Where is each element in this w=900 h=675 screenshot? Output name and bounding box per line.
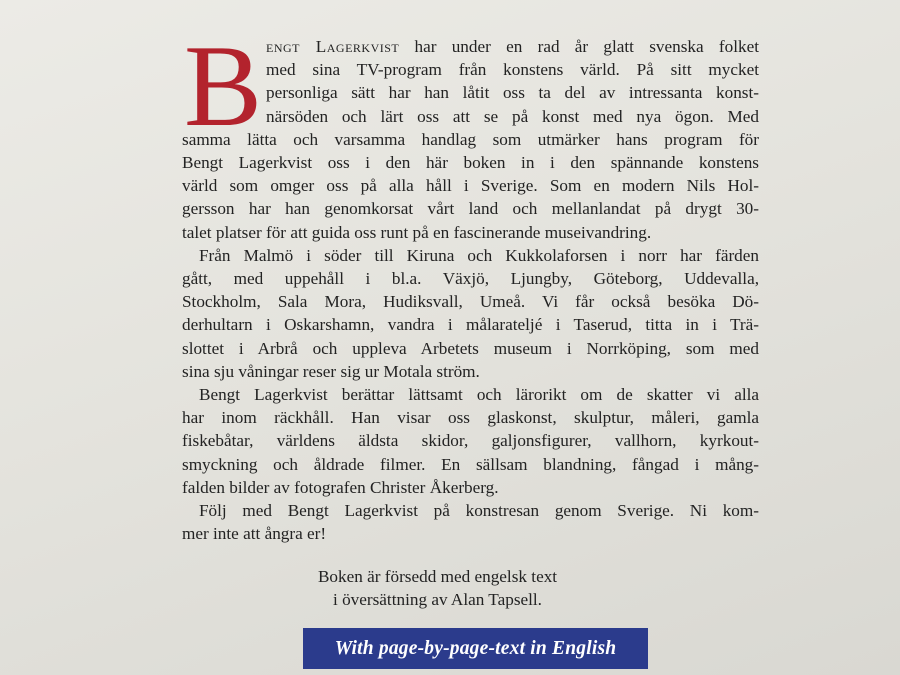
blurb-line-19: smyckning och åldrade filmer. En sällsam blandning, fångad i mång- (182, 454, 759, 474)
blurb-line-3: personliga sätt har han låtit oss ta del av intressanta konst- (266, 83, 759, 103)
blurb-line-11: gått, med uppehåll i bl.a. Växjö, Ljungby, Göteborg, Uddevalla, (182, 269, 759, 289)
blurb-line-18: fiskebåtar, världens äldsta skidor, galjonsfigurer, vallhorn, kyrkout- (182, 431, 759, 451)
blurb-text (182, 22, 759, 545)
blurb-line-14: slottet i Arbrå och uppleva Arbetets museum i Norrköping, som med (182, 338, 759, 358)
blurb-line-4: närsöden och lärt oss att se på konst med nya ögon. Med (266, 106, 759, 126)
blurb-line-2: med sina TV-program från konstens värld. På sitt mycket (266, 60, 759, 80)
blurb-line-7: värld som omger oss på alla håll i Sverige. Som en modern Nils Hol- (182, 176, 759, 196)
blurb-line-15: sina sju våningar reser sig ur Motala ström. (182, 361, 480, 381)
author-name-smallcaps: engt Lagerkvist (266, 37, 400, 56)
drop-cap-letter: B (184, 22, 263, 151)
blurb-line-12: Stockholm, Sala Mora, Hudiksvall, Umeå. Vi får också besöka Dö- (182, 292, 759, 312)
blurb-line-17: har inom räckhåll. Han visar oss glaskonst, skulptur, måleri, gamla (182, 408, 759, 428)
blurb-line-10: Från Malmö i söder till Kiruna och Kukkolaforsen i norr har färden (199, 245, 759, 265)
blurb-line-9: talet platser för att guida oss runt på en fascinerande museivandring. (182, 222, 652, 242)
blurb-line-6: Bengt Lagerkvist oss i den här boken in i den spännande konstens (182, 153, 759, 173)
translation-note (300, 565, 575, 611)
blurb-line-16: Bengt Lagerkvist berättar lättsamt och lärorikt om de skatter vi alla (199, 385, 759, 405)
blurb-line-5: samma lätta och varsamma handlag som utmärker hans program för (182, 129, 759, 149)
blurb-line-22: mer inte att ångra er! (182, 524, 327, 544)
blurb-line-1: engt Lagerkvist har under en rad år glatt svenska folket (266, 37, 759, 56)
blurb-line-13: derhultarn i Oskarshamn, vandra i målarateljé i Taserud, titta in i Trä- (182, 315, 759, 335)
blurb-line-8: gersson har han genomkorsat vårt land och mellanlandat på drygt 30- (182, 199, 759, 219)
english-text-banner-label: With page-by-page-text in English (334, 637, 617, 659)
blurb-line-20: falden bilder av fotografen Christer Åkerberg. (182, 477, 499, 497)
english-text-banner (303, 628, 648, 669)
translation-note-line-2: i översättning av Alan Tapsell. (333, 590, 542, 609)
translation-note-line-1: Boken är försedd med engelsk text (317, 567, 558, 586)
blurb-line-21: Följ med Bengt Lagerkvist på konstresan genom Sverige. Ni kom- (199, 501, 759, 521)
